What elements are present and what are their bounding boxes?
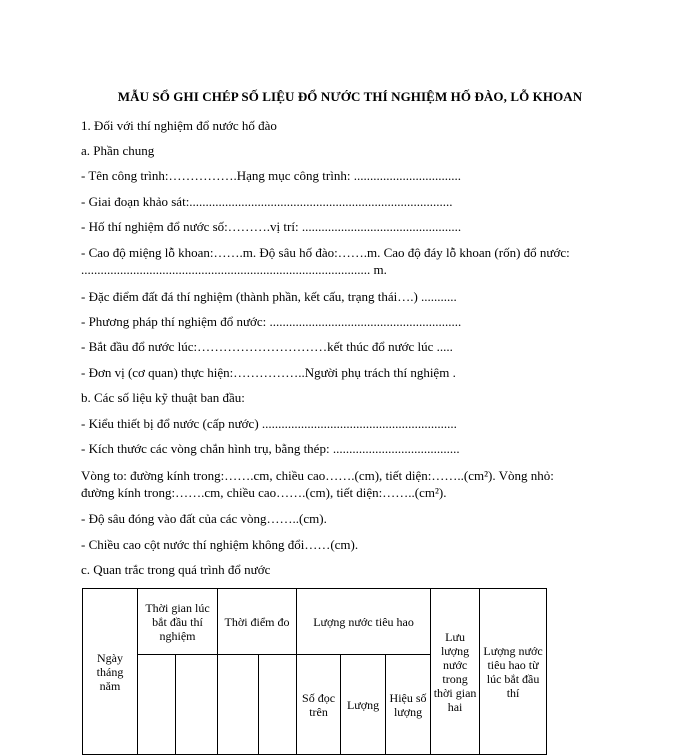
- general-line-unit: - Đơn vị (cơ quan) thực hiện:……………..Người phụ trách thí nghiệm .: [81, 365, 456, 380]
- general-line-elevation: - Cao độ miệng lỗ khoan:…….m. Độ sâu hố đào:…….m. Cao độ đáy lỗ khoan (rốn) đổ nước: ......................................................................................... m.: [81, 245, 570, 277]
- technical-line-head: - Chiều cao cột nước thí nghiệm không đổi……(cm).: [81, 537, 359, 552]
- header-difference: Hiệu số lượng: [386, 655, 431, 755]
- header-total: Lượng nước tiêu hao từ lúc bắt đầu thí: [480, 589, 547, 755]
- section-b-heading: b. Các số liệu kỹ thuật ban đầu:: [81, 390, 245, 405]
- general-line-start: - Bắt đầu đổ nước lúc:…………………………kết thúc đổ nước lúc .....: [81, 339, 453, 354]
- section-a-heading: a. Phần chung: [81, 143, 155, 158]
- technical-line-depth: - Độ sâu đóng vào đất của các vòng……..(cm).: [81, 511, 327, 526]
- header-measure-sub-1: [218, 655, 259, 755]
- header-start-sub-1: [138, 655, 176, 755]
- header-flow: Lưu lượng nước trong thời gian hai: [431, 589, 480, 755]
- general-line-method: - Phương pháp thí nghiệm đổ nước: ...........................................................: [81, 314, 462, 329]
- table-header-row-1: [83, 589, 547, 655]
- header-start-sub-2: [176, 655, 218, 755]
- section-c-heading: c. Quan trắc trong quá trình đổ nước: [81, 562, 271, 577]
- technical-line-ring-sizes: Vòng to: đường kính trong:…….cm, chiều cao…….(cm), tiết diện:……..(cm²). Vòng nhỏ: đường kính trong:…….cm, chiều cao…….(cm), tiết diện:……..(cm²).: [81, 468, 554, 500]
- technical-line-rings: - Kích thước các vòng chắn hình trụ, bằng thép: .......................................: [81, 441, 460, 456]
- header-measure-sub-2: [259, 655, 297, 755]
- general-line-soil: - Đặc điểm đất đá thí nghiệm (thành phần, kết cấu, trạng thái….) ...........: [81, 289, 457, 304]
- section-1-heading: 1. Đối với thí nghiệm đổ nước hố đào: [81, 118, 277, 133]
- header-measure-time: Thời điểm đo: [218, 589, 297, 655]
- general-line-project: - Tên công trình:…………….Hạng mục công trình: .................................: [81, 168, 461, 183]
- technical-line-device: - Kiểu thiết bị đổ nước (cấp nước) ............................................................: [81, 416, 457, 431]
- header-date: Ngày tháng năm: [83, 589, 138, 755]
- document-title: MẪU SỔ GHI CHÉP SỐ LIỆU ĐỔ NƯỚC THÍ NGHIỆM HỐ ĐÀO, LỖ KHOAN: [117, 89, 583, 104]
- general-line-pit: - Hố thí nghiệm đổ nước số:……….vị trí: .................................................: [81, 219, 462, 234]
- header-reading: Số đọc trên: [297, 655, 341, 755]
- observation-table: [82, 588, 547, 755]
- general-line-stage: - Giai đoạn khảo sát:.................................................................................: [81, 194, 453, 209]
- header-amount: Lượng: [341, 655, 386, 755]
- header-start-time: Thời gian lúc bắt đầu thí nghiệm: [138, 589, 218, 655]
- header-consumption: Lượng nước tiêu hao: [297, 589, 431, 655]
